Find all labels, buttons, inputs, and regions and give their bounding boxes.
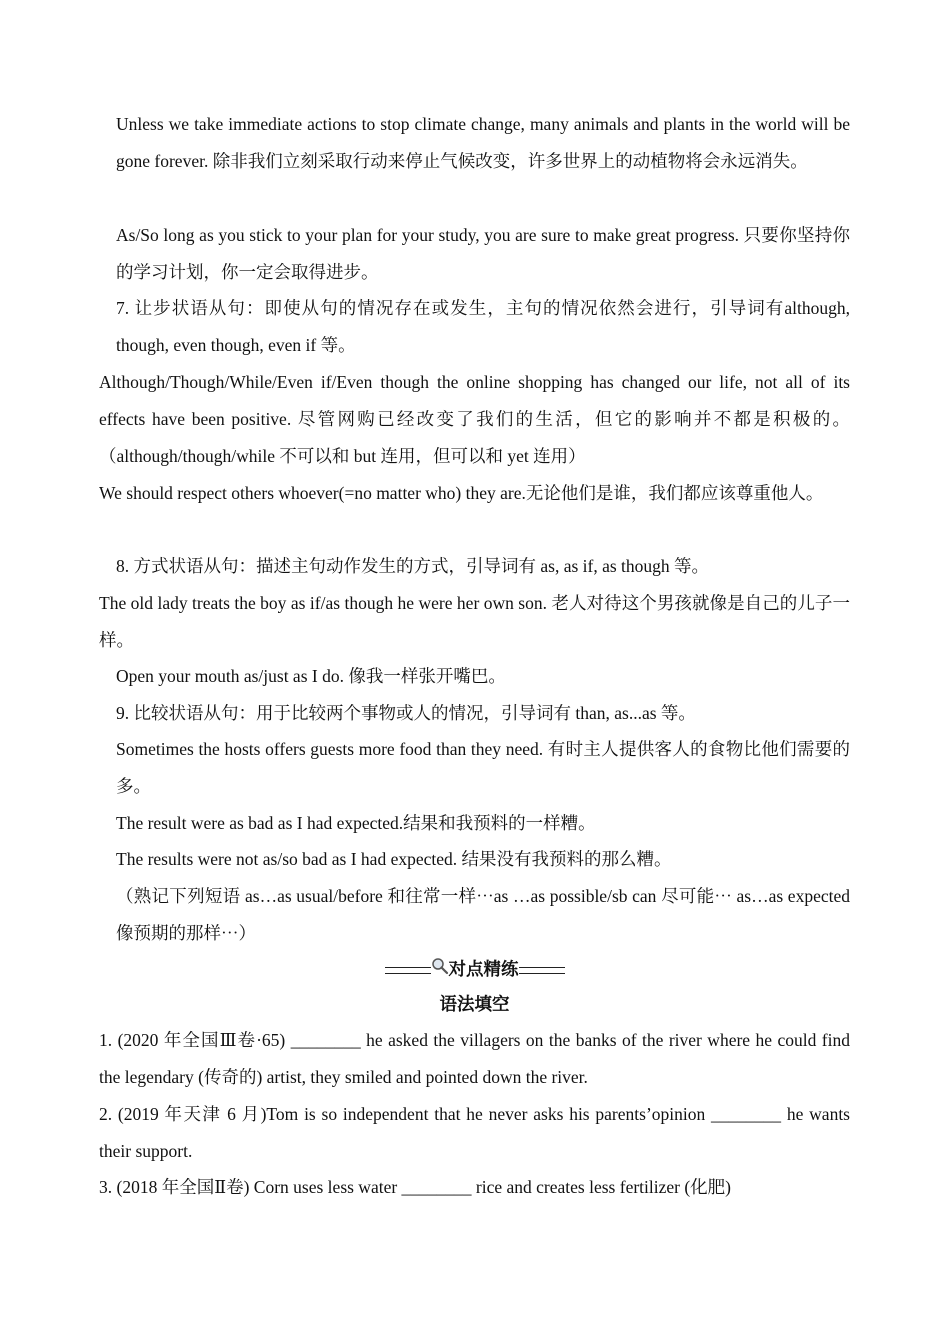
example-although: Although/Though/While/Even if/Even though the online shopping has changed our life, not all of its effects have been positive. 尽管网购已经改变了我们的生活，但它的影响并不都是积极的。（although/though/while 不可以和 but 连用，但可以和 yet 连用） [99,372,850,466]
example-as-if: The old lady treats the boy as if/as though he were her own son. 老人对待这个男孩就像是自己的儿子一样。 [99,593,850,650]
exercise-item-2: 2. (2019 年天津 6 月)Tom is so independent that he never asks his parents’opinion ________ he wants their support. [99,1104,850,1161]
heading-concession-clause: 7. 让步状语从句：即使从句的情况存在或发生，主句的情况依然会进行，引导词有although, though, even though, even if 等。 [116,298,850,355]
section-title-text: 对点精练 [448,960,519,980]
phrase-note: （熟记下列短语 as…as usual/before 和往常一样⋯as …as possible/sb can 尽可能⋯ as…as expected 像预期的那样⋯） [116,886,850,943]
example-not-as-bad-as: The results were not as/so bad as I had expected. 结果没有我预料的那么糟。 [116,849,672,869]
section-subtitle: 语法填空 [439,995,510,1015]
magnifier-icon [431,954,449,986]
right-double-rule [519,967,565,974]
example-than: Sometimes the hosts offers guests more food than they need. 有时主人提供客人的食物比他们需要的多。 [116,739,850,796]
example-as-bad-as: The result were as bad as I had expected.结果和我预料的一样糟。 [116,813,596,833]
example-as-long-as: As/So long as you stick to your plan for your study, you are sure to make great progress. 只要你坚持你的学习计划，你一定会取得进步。 [116,225,850,282]
example-just-as: Open your mouth as/just as I do. 像我一样张开嘴巴。 [116,666,506,686]
heading-manner-clause: 8. 方式状语从句：描述主句动作发生的方式，引导词有 as, as if, as though 等。 [116,556,710,576]
example-unless: Unless we take immediate actions to stop climate change, many animals and plants in the world will be gone forever. 除非我们立刻采取行动来停止气候改变，许多世界上的动植物将会永远消失。 [116,114,850,171]
exercise-item-1: 1. (2020 年全国Ⅲ卷·65) ________ he asked the villagers on the banks of the river where he could find the legendary (传奇的) artist, they smiled and pointed down the river. [99,1030,850,1087]
left-double-rule [385,967,431,974]
section-title [99,954,850,986]
heading-comparison-clause: 9. 比较状语从句：用于比较两个事物或人的情况，引导词有 than, as...as 等。 [116,703,696,723]
exercise-item-3: 3. (2018 年全国Ⅱ卷) Corn uses less water ________ rice and creates less fertilizer (化肥) [99,1177,731,1197]
example-whoever: We should respect others whoever(=no matter who) they are.无论他们是谁，我们都应该尊重他人。 [99,483,824,503]
